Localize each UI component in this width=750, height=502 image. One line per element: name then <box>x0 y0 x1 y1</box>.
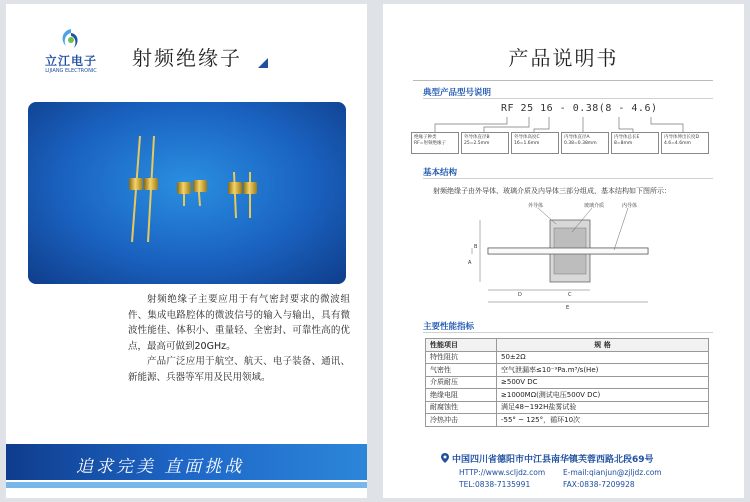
structure-description: 射频绝缘子由外导体、玻璃介质及内导体三部分组成，基本结构如下图所示： <box>433 187 671 195</box>
model-box-outer-diameter: 外导体直径B 25=2.5mm <box>461 132 509 154</box>
dim-C: C <box>568 292 572 298</box>
section-divider <box>423 178 713 179</box>
logo-swirl-icon <box>58 28 84 50</box>
section-heading-structure: 基本结构 <box>423 168 458 178</box>
location-pin-icon <box>441 453 449 463</box>
spec-key: 特性阻抗 <box>426 351 497 364</box>
label-glass: 玻璃介质 <box>584 203 605 209</box>
spec-value: ≥500V DC <box>497 376 709 389</box>
section-divider <box>423 98 713 99</box>
spec-header-row <box>426 339 709 352</box>
structure-diagram <box>468 198 683 313</box>
fax: FAX:0838-7209928 <box>563 480 635 489</box>
label-outer-conductor: 外导体 <box>528 203 544 209</box>
model-box-inner-length: 内导体总长E 8=8mm <box>611 132 659 154</box>
brand-name-en: LIJIANG ELECTRONIC <box>45 68 97 74</box>
table-row <box>426 364 709 377</box>
title-triangle-icon <box>258 58 268 68</box>
spec-value: 满足48~192H盐雾试验 <box>497 401 709 414</box>
manual-title: 产品说明书 <box>508 46 619 70</box>
left-page <box>6 4 367 498</box>
table-row <box>426 414 709 427</box>
brand-name-cn: 立江电子 <box>44 54 97 68</box>
product-description <box>128 292 350 386</box>
description-paragraph-1: 射频绝缘子主要应用于有气密封要求的微波组件、集成电路腔体的微波信号的输入与输出，具有微波性能佳、体积小、重量轻、全密封、可靠性高的优点，最高可做到20GHz。 <box>128 294 350 352</box>
spec-table <box>425 338 709 427</box>
spec-value: -55° ~ 125°，循环10次 <box>497 414 709 427</box>
telephone: TEL:0838-7135991 <box>459 480 531 489</box>
model-connector-lines <box>383 114 744 134</box>
table-row <box>426 351 709 364</box>
spec-key: 冷热冲击 <box>426 414 497 427</box>
model-code: RF 25 16 - 0.38(8 - 4.6) <box>501 103 658 114</box>
spec-key: 介质耐压 <box>426 376 497 389</box>
model-box-outer-height: 外导体高度C 16=1.6mm <box>511 132 559 154</box>
model-box-type: 绝缘子种类 RF=射频绝缘子 <box>411 132 459 154</box>
product-title: 射频绝缘子 <box>132 46 242 70</box>
model-box-inner-diameter: 内导体直径A 0.38=0.38mm <box>561 132 609 154</box>
email-link[interactable]: E-mail:qianjun@zjljdz.com <box>563 468 662 477</box>
spec-value: 50±2Ω <box>497 351 709 364</box>
dim-D: D <box>518 292 522 298</box>
company-logo <box>36 26 106 76</box>
website-link[interactable]: HTTP://www.scljdz.com <box>459 468 546 477</box>
spec-key: 绝缘电阻 <box>426 389 497 402</box>
company-address: 中国四川省德阳市中江县南华镇芙蓉西路北段69号 <box>452 455 654 465</box>
model-boxes <box>411 132 731 156</box>
model-box-protrusion: 内导体伸出长度D 4.6=4.6mm <box>661 132 709 154</box>
section-heading-specs: 主要性能指标 <box>423 322 475 332</box>
bottom-stripe <box>6 482 367 488</box>
description-paragraph-2: 产品广泛应用于航空、航天、电子装备、通讯、新能源、兵器等军用及民用领域。 <box>128 356 350 383</box>
label-inner-conductor: 内导体 <box>622 203 638 209</box>
slogan-text: 追求完美 直面挑战 <box>76 457 245 477</box>
table-row <box>426 376 709 389</box>
section-heading-model: 典型产品型号说明 <box>423 88 492 98</box>
spec-header-spec: 规 格 <box>497 339 709 352</box>
dim-A: A <box>468 260 472 266</box>
spec-value: 空气泄漏率≤10⁻⁹Pa.m³/s(He) <box>497 364 709 377</box>
dim-B: B <box>474 244 478 250</box>
table-row <box>426 401 709 414</box>
product-photo <box>28 102 346 284</box>
title-divider <box>413 80 713 81</box>
spec-key: 耐腐蚀性 <box>426 401 497 414</box>
right-page <box>383 4 744 498</box>
section-divider <box>423 332 713 333</box>
spec-value: ≥1000MΩ(测试电压500V DC) <box>497 389 709 402</box>
table-row <box>426 389 709 402</box>
spec-key: 气密性 <box>426 364 497 377</box>
spec-header-item: 性能项目 <box>426 339 497 352</box>
dim-E: E <box>566 305 570 311</box>
